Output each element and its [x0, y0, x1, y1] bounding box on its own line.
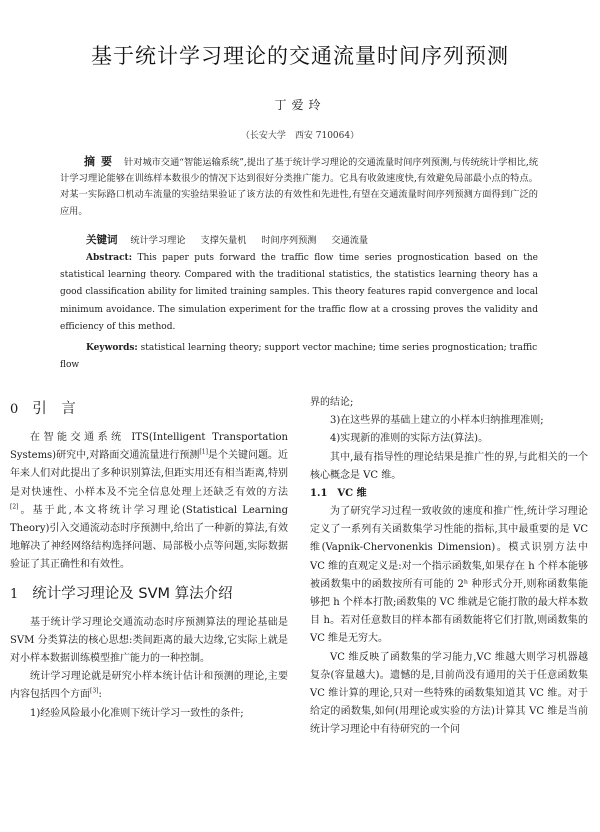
- citation: [3]: [90, 688, 99, 696]
- keywords-en-text: statistical learning theory; support vector machine; time series prognostication; traffic flow: [60, 343, 538, 370]
- section-heading: [10, 583, 288, 606]
- keywords-en: [60, 340, 538, 374]
- paragraph: VC 维反映了函数集的学习能力,VC 维越大则学习机器越复杂(容量越大)。遗憾的是,目前尚没有通用的关于任意函数集 VC 维计算的理论,只对一些特殊的函数集知道其 VC 维。对于给定的函数集,如何(用理论或实验的方法)计算其 VC 维是当前统计学习理论中有待研究的一个问: [310, 651, 588, 736]
- abstract-en: [60, 250, 538, 336]
- list-item: 4)实现新的准则的实际方法(算法)。: [330, 433, 489, 445]
- right-column: [310, 394, 588, 740]
- subsection-heading: [310, 485, 588, 503]
- section-title: 引 言: [32, 401, 76, 417]
- citation: [2]: [10, 503, 19, 511]
- section-heading: [10, 398, 288, 421]
- section-number: 0: [10, 402, 19, 417]
- paragraph: 基于统计学习理论交通流动态时序预测算法的理论基础是 SVM 分类算法的核心思想:类间距离的最大边缘,它实际上就是对小样本数据训练模型推广能力的一种控制。: [10, 616, 288, 665]
- affiliation: （长安大学 西安 710064）: [240, 131, 360, 141]
- paragraph-continuation: 界的结论;: [310, 397, 354, 408]
- keyword-cn: 时间序列预测: [261, 235, 317, 246]
- author-name: 丁爱玲: [274, 98, 326, 112]
- keyword-cn: 支撑矢量机: [200, 235, 247, 246]
- list-item: 1)经验风险最小化准则下统计学习一致性的条件;: [30, 707, 244, 719]
- paragraph: 为了研究学习过程一致收敛的速度和推广性,统计学习理论定义了一系列有关函数集学习性能的指标,其中最重要的是 VC 维(Vapnik-Chervonenkis Dimension)。模式识别方法中 VC 维的直观定义是:对一个指示函数集,如果存在 h 个样本能够被函数集中的函数按所有可能的 2ʰ 种形式分开,则称函数集能够把 h 个样本打散;函数集的 VC 维就是它能打散的最大样本数目 h。若对任意数目的样本都有函数能将它们打散,则函数集的 VC 维是无穷大。: [310, 506, 588, 645]
- paragraph: 其中,最有指导性的理论结果是推广性的界,与此相关的一个核心概念是 VC 维。: [310, 451, 588, 481]
- keyword-cn: 交通流量: [331, 235, 369, 246]
- paper-title: 基于统计学习理论的交通流量时间序列预测: [91, 44, 509, 68]
- keywords-cn-label: 关键词: [86, 234, 118, 246]
- subsection-title: VC 维: [337, 488, 367, 500]
- keyword-cn: 统计学习理论: [130, 235, 186, 246]
- paragraph: 统计学习理论就是研究小样本统计估计和预测的理论,主要内容包括四个方面[3]:: [10, 671, 288, 701]
- abstract-cn: [60, 154, 538, 220]
- abstract-cn-label: 摘要: [84, 155, 119, 168]
- abstract-en-label: Abstract:: [86, 253, 133, 263]
- paragraph: 在智能交通系统 ITS(Intelligent Transportation Systems)研究中,对路面交通流量进行预测[1]是个关键问题。近年来人们对此提出了多种识别算法,但距实用还有相当距离,特别是对快速性、小样本及不完全信息处理上还缺乏有效的方法[2]。基于此,本文将统计学习理论(Statistical Learning Theory)引入交通流动态时序预测中,给出了一种新的算法,有效地解决了神经网络结构选择问题、局部极小点等问题,实际数据验证了其正确性和有效性。: [10, 432, 288, 571]
- keywords-en-label: Keywords:: [86, 343, 138, 353]
- left-column: [10, 398, 288, 723]
- section-title: 统计学习理论及 SVM 算法介绍: [32, 585, 233, 602]
- section-number: 1: [10, 586, 19, 602]
- citation: [1]: [199, 448, 208, 456]
- list-item: 3)在这些界的基础上建立的小样本归纳推理准则;: [330, 415, 544, 427]
- abstract-en-text: This paper puts forward the traffic flow time series prognostication based on the statistical learning theory. Compared with the traditional statistics, the statistics learning theory has a good classification ability for limited training samples. This theory features rapid convergence and local minimum avoidance. The simulation experiment for the traffic flow at a crossing proves the validity and efficiency of this method.: [60, 253, 538, 332]
- keywords-cn: [60, 232, 538, 249]
- subsection-number: 1.1: [310, 488, 328, 500]
- abstract-cn-text: 针对城市交通“智能运输系统”,提出了基于统计学习理论的交通流量时间序列预测,与传统统计学相比,统计学习理论能够在训练样本数很少的情况下达到很好分类推广能力。它具有收敛速度快,有效避免局部最小点的特点。对某一实际路口机动车流量的实验结果验证了该方法的有效性和先进性,有望在交通流量时间序列预测方面得到广泛的应用。: [60, 157, 539, 217]
